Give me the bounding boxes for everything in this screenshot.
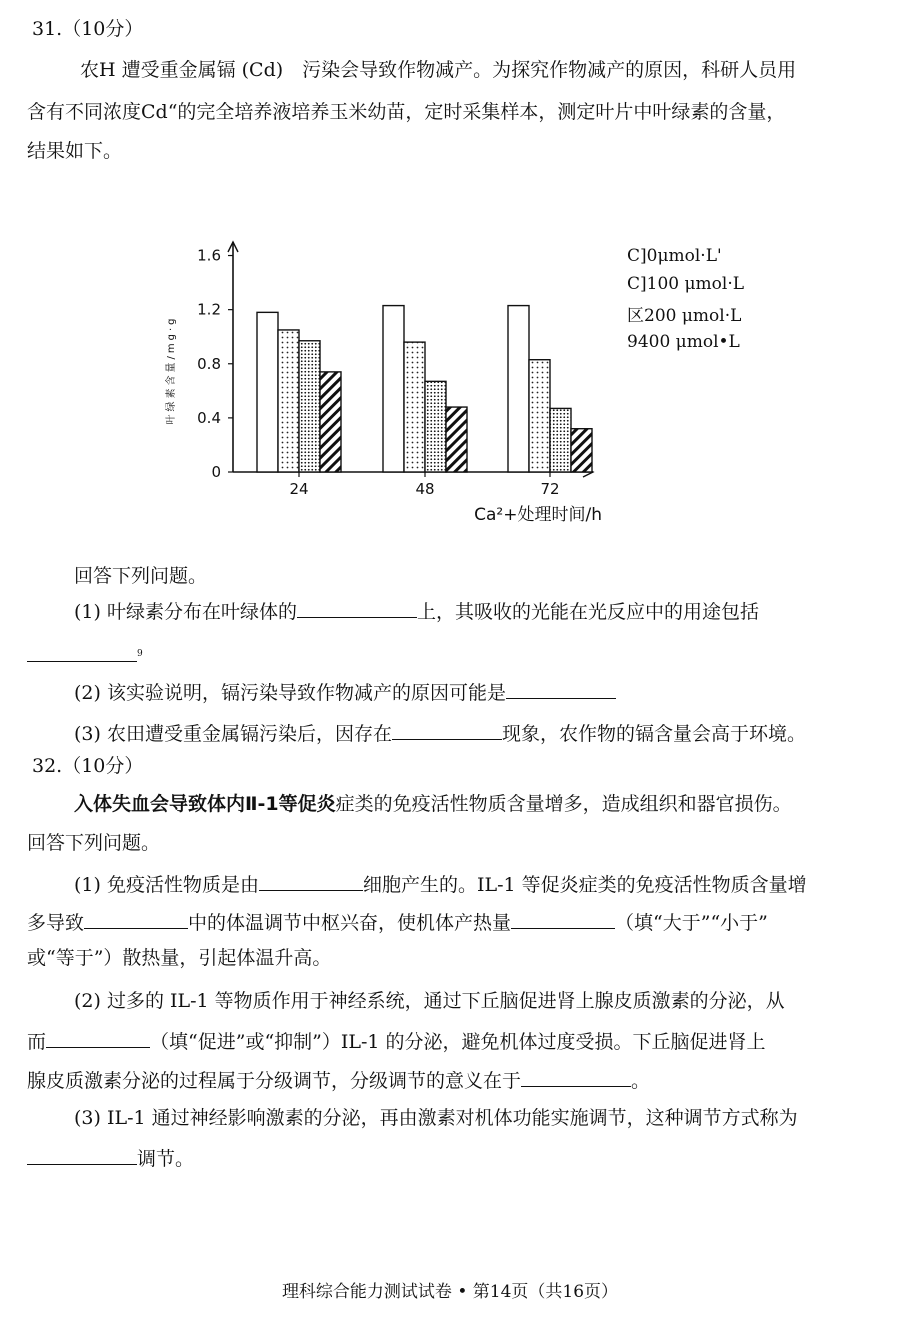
answer-blank[interactable] [27, 1144, 137, 1165]
y-tick-label: 0.8 [197, 354, 221, 373]
answer-blank[interactable] [46, 1027, 150, 1048]
page-footer: 理科综合能力测试试卷 • 第14页（共16页） [281, 1282, 619, 1302]
q31-intro-line1: 农H 遭受重金属镉 (Cd) 污染会导致作物减产。为探究作物减产的原因，科研人员用 [80, 59, 797, 81]
q32-p2-text-e: 。 [631, 1070, 651, 1092]
bar [529, 360, 550, 472]
x-tick-label: 24 [289, 480, 309, 498]
bar [508, 306, 529, 472]
q31-question-1-cont [27, 641, 143, 669]
q31-q3-text-b: 现象，农作物的镉含量会高于环境。 [501, 723, 806, 745]
q32-part-1-line2 [27, 908, 768, 936]
answer-blank[interactable] [297, 597, 417, 618]
q32-p1-text-c: 多导致 [27, 912, 85, 934]
answer-blank[interactable] [259, 870, 363, 891]
answer-blank[interactable] [521, 1066, 631, 1087]
q31-q2-text: (2) 该实验说明，镉污染导致作物减产的原因可能是 [74, 682, 506, 704]
bar [404, 342, 425, 472]
y-tick-label: 1.2 [197, 300, 221, 319]
legend-item-0: C]0μmol·L' [627, 246, 722, 266]
q31-heading: 31.（10分） [32, 18, 144, 40]
q31-answer-prompt: 回答下列问题。 [74, 565, 208, 587]
answer-blank[interactable] [84, 908, 188, 929]
legend-item-100: C]100 μmol·L [627, 274, 745, 294]
q32-p1-text-e: （填“大于”“小于” [615, 912, 768, 934]
q31-q1-mark: 9 [137, 649, 143, 659]
x-tick-label: 48 [415, 480, 435, 498]
q32-p2-text-c: （填“促进”或“抑制”）IL-1 的分泌，避免机体过度受损。下丘脑促进肾上 [150, 1031, 766, 1053]
x-tick-label: 72 [540, 480, 560, 498]
q31-q1-text-a: (1) 叶绿素分布在叶绿体的 [74, 601, 297, 623]
q31-question-1 [74, 597, 759, 625]
chlorophyll-bar-chart [160, 230, 630, 530]
bar [299, 341, 320, 472]
q32-intro-rest: 症类的免疫活性物质含量增多，造成组织和器官损伤。 [335, 793, 792, 815]
q31-question-2 [74, 678, 616, 706]
q32-part-2-line2 [27, 1027, 766, 1055]
y-axis-label: 叶绿素含量/mg·g [166, 315, 177, 425]
bar [320, 372, 341, 472]
answer-blank[interactable] [27, 641, 137, 662]
q32-part-1-line3: 或“等于”）散热量，引起体温升高。 [27, 947, 332, 969]
q32-intro-bold: 入体失血会导致体内Ⅱ-1等促炎 [74, 793, 336, 815]
q32-part-3-line1: (3) IL-1 通过神经影响激素的分泌，再由激素对机体功能实施调节，这种调节方式称为 [74, 1107, 798, 1129]
bar [257, 312, 278, 472]
chart-bars [257, 306, 592, 472]
q32-p2-text-b: 而 [27, 1031, 47, 1053]
bar [446, 407, 467, 472]
bar [571, 429, 592, 472]
q32-part-2-line1: (2) 过多的 IL-1 等物质作用于神经系统，通过下丘脑促进肾上腺皮质激素的分泌，从 [74, 990, 785, 1012]
q32-intro-line1 [74, 791, 792, 817]
q31-intro-line2: 含有不同浓度Cd“的完全培养液培养玉米幼苗，定时采集样本，测定叶片中叶绿素的含量， [27, 101, 786, 123]
x-axis-label: Ca²+处理时间/h [474, 505, 602, 525]
q32-p1-text-d: 中的体温调节中枢兴奋，使机体产热量 [188, 912, 512, 934]
q32-intro-line2: 回答下列问题。 [27, 832, 161, 854]
q32-p3-text-b: 调节。 [137, 1148, 195, 1170]
q32-p1-text-b: 细胞产生的。IL-1 等促炎症类的免疫活性物质含量增 [362, 874, 807, 896]
answer-blank[interactable] [506, 678, 616, 699]
bar [278, 330, 299, 472]
answer-blank[interactable] [511, 908, 615, 929]
q32-heading: 32.（10分） [32, 755, 144, 777]
bar [383, 306, 404, 472]
answer-blank[interactable] [392, 719, 502, 740]
q32-part-3-line2 [27, 1144, 194, 1172]
bar [425, 381, 446, 472]
bar [550, 408, 571, 472]
q31-intro-line3: 结果如下。 [27, 140, 123, 162]
q32-p1-text-a: (1) 免疫活性物质是由 [74, 874, 259, 896]
q32-part-1-line1 [74, 870, 807, 898]
q32-p2-text-d: 腺皮质激素分泌的过程属于分级调节，分级调节的意义在于 [27, 1070, 522, 1092]
legend-item-200: 区200 μmol·L [627, 306, 742, 326]
q31-q1-text-b: 上，其吸收的光能在光反应中的用途包括 [416, 601, 759, 623]
y-tick-label: 0 [211, 463, 221, 481]
q32-part-2-line3 [27, 1066, 650, 1094]
y-tick-label: 0.4 [197, 408, 221, 427]
y-tick-label: 1.6 [197, 246, 221, 265]
q31-q3-text-a: (3) 农田遭受重金属镉污染后，因存在 [74, 723, 392, 745]
q31-question-3 [74, 719, 806, 747]
legend-item-400: 9400 μmol•L [627, 332, 740, 352]
